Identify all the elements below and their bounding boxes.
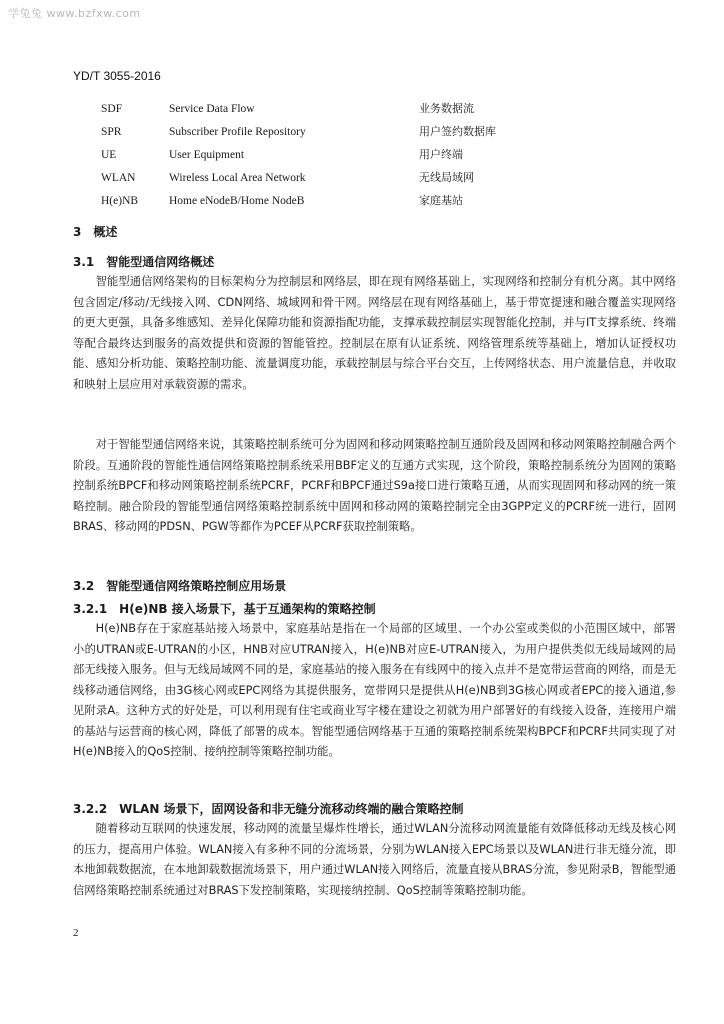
abbr-term: WLAN — [101, 172, 136, 184]
abbr-chinese: 用户签约数据库 — [419, 125, 496, 138]
abbr-english: Service Data Flow — [169, 103, 255, 115]
section-heading: 3.2.2 WLAN 场景下，固网设备和非无缝分流移动终端的融合策略控制 — [73, 802, 464, 816]
abbr-chinese: 用户终端 — [419, 148, 463, 161]
abbr-english: Wireless Local Area Network — [169, 172, 306, 184]
abbr-term: H(e)NB — [101, 195, 139, 207]
abbr-term: UE — [101, 149, 117, 161]
standard-number: YD/T 3055-2016 — [73, 69, 161, 83]
abbr-term: SPR — [101, 126, 122, 138]
watermark: 学兔兔 www.bzfxw.com — [8, 7, 141, 20]
abbr-english: Subscriber Profile Repository — [169, 126, 306, 138]
section-heading: 3 概述 — [73, 225, 118, 239]
abbreviation-row — [0, 190, 724, 212]
paragraph: 对于智能型通信网络来说，其策略控制系统可分为固网和移动网策略控制互通阶段及固网和移动网策略控制融合两个阶段。互通阶段的智能性通信网络策略控制系统采用BBF定义的互通方式实现，这个阶段，策略控制系统分为固网的策略控制系统BPCF和移动网策略控制系统PCRF，PCRF和BPCF通过S9a接口进行策略互通，从而实现固网和移动网的统一策略控制。融合阶段的智能型通信网络策略控制系统中固网和移动网的策略控制完全由3GPP定义的PCRF统一进行，固网BRAS、移动网的PDSN、PGW等都作为PCEF从PCRF获取控制策略。 — [73, 438, 676, 533]
abbreviation-row — [0, 98, 724, 120]
paragraph: H(e)NB存在于家庭基站接入场景中，家庭基站是指在一个局部的区域里、一个办公室或类似的小范围区域中，部署小的UTRAN或E-UTRAN的小区，HNB对应UTRAN接入，H(e)NB对应E-UTRAN接入，为用户提供类似无线局域网的局部无线接入服务。但与无线局域网不同的是，家庭基站的接入服务在有线网中的接入点并不是宽带运营商的网络，而是无线移动通信网络，由3G核心网或EPC网络为其提供服务，宽带网只是提供从H(e)NB到3G核心网或者EPC的接入通道,参见附录A。这种方式的好处是，可以利用现有住宅或商业写字楼在建设之初就为用户部署好的有线接入设备，连接用户端的基站与运营商的核心网，降低了部署的成本。智能型通信网络基于互通的策略控制系统架构BPCF和PCRF共同实现了对H(e)NB接入的QoS控制、接纳控制等策略控制功能。 — [73, 622, 676, 758]
abbreviation-row — [0, 167, 724, 189]
abbr-english: User Equipment — [169, 149, 245, 161]
abbr-chinese: 家庭基站 — [419, 194, 463, 207]
paragraph: 智能型通信网络架构的目标架构分为控制层和网络层，即在现有网络基础上，实现网络和控制分有机分离。其中网络包含固定/移动/无线接入网、CDN网络、城域网和骨干网。网络层在现有网络基础上，基于带宽提速和融合覆盖实现网络的更大更强，具备多维感知、差异化保障功能和资源指配功能，支撑承载控制层实现智能化控制，并与IT支撑系统、终端等配合最终达到服务的高效提供和资源的智能管控。控制层在原有认证系统、网络管理系统等基础上，增加认证授权功能、感知分析功能、策略控制功能、流量调度功能，承载控制层与综合平台交互，上传网络状态、用户流量信息，并收取和映射上层应用对承载资源的需求。 — [73, 275, 676, 391]
section-heading: 3.2.1 H(e)NB 接入场景下，基于互通架构的策略控制 — [73, 602, 376, 616]
abbreviation-row — [0, 144, 724, 166]
abbr-term: SDF — [101, 103, 123, 115]
abbr-chinese: 业务数据流 — [419, 102, 474, 115]
abbreviation-row — [0, 121, 724, 143]
section-heading: 3.2 智能型通信网络策略控制应用场景 — [73, 579, 287, 593]
abbr-english: Home eNodeB/Home NodeB — [169, 195, 305, 207]
paragraph: 随着移动互联网的快速发展，移动网的流量呈爆炸性增长，通过WLAN分流移动网流量能有效降低移动无线及核心网的压力，提高用户体验。WLAN接入有多种不同的分流场景，分别为WLAN接入EPC场景以及WLAN进行非无缝分流，即本地卸载数据流，在本地卸载数据流场景下，用户通过WLAN接入网络后，流量直接从BRAS分流，参见附录B，智能型通信网络策略控制系统通过对BRAS下发控制策略，实现接纳控制、QoS控制等策略控制功能。 — [73, 822, 676, 897]
section-heading: 3.1 智能型通信网络概述 — [73, 255, 215, 269]
page-number: 2 — [73, 927, 79, 939]
abbr-chinese: 无线局域网 — [419, 171, 474, 184]
